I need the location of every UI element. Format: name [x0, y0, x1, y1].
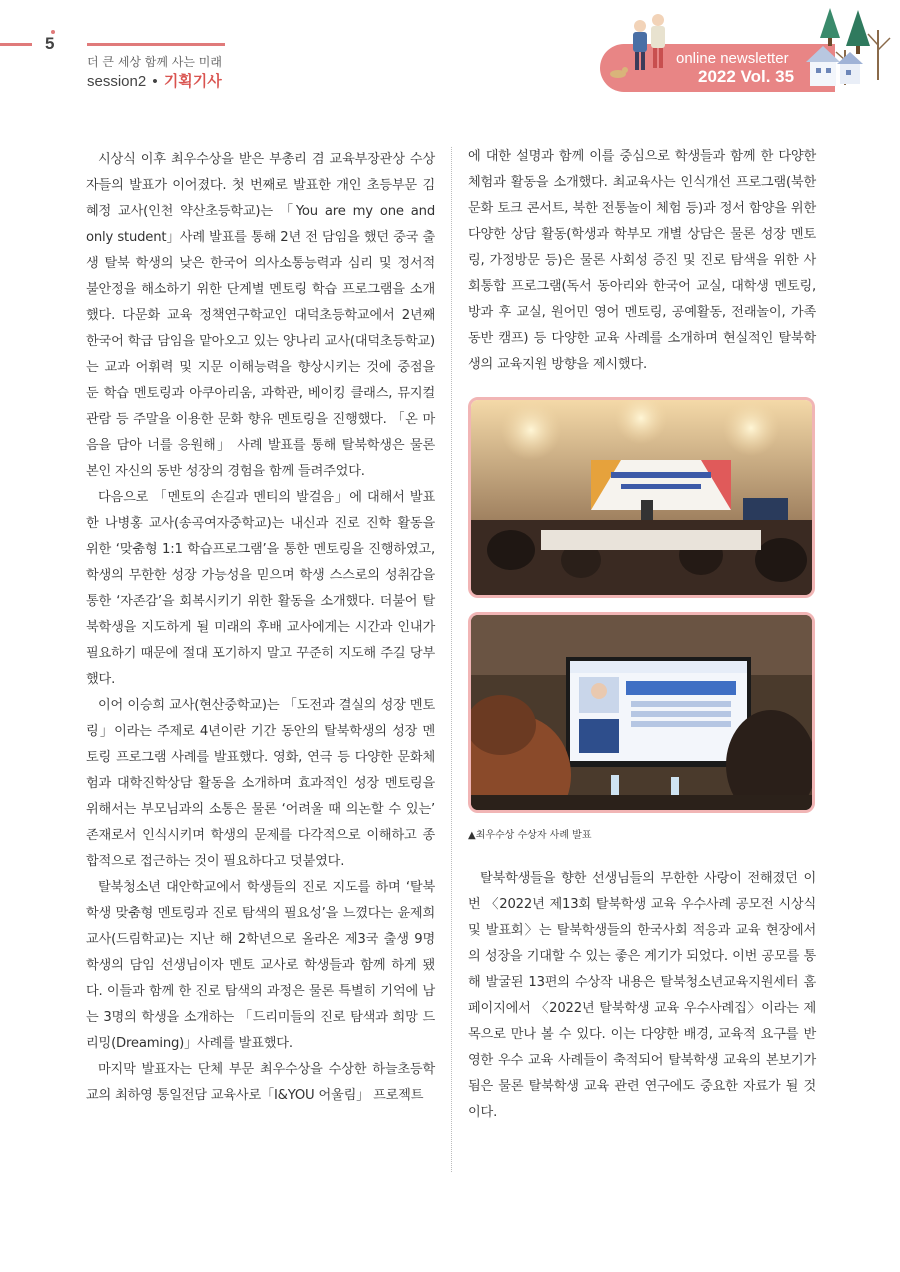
session-label — [87, 70, 222, 91]
newsletter-volume: 2022 Vol. 35 — [698, 67, 795, 86]
page-number: 5 — [45, 34, 55, 53]
people-icon — [633, 14, 665, 70]
paragraph: 탈북청소년 대안학교에서 학생들의 진로 지도를 하며 ‘탈북학생 맞춤형 멘토링과 진로 탐색의 필요성’을 느꼈다는 윤제희 교사(드림학교)는 지난 해 2학년으로 올라온 제3국 출생 9명 학생의 담임 선생님이자 멘토 교사로 학생들과 함께 하게 됐다. 이들과 함께 한 진로 탐색의 과정은 물론 특별히 기억에 남는 3명의 학생을 소개하는 「드리미들의 진로 탐색과 희망 드리밍(Dreaming)」사례를 발표했다. — [86, 880, 435, 1051]
presentation-screen-image — [471, 615, 812, 810]
paragraph: 이어 이승희 교사(현산중학교)는 「도전과 결실의 성장 멘토링」이라는 주제로 4년이란 기간 동안의 탈북학생의 성장 멘토링 프로그램 사례를 발표했다. 영화, 연극 등 다양한 문화체험과 대학진학상담 활동을 소개하며 효과적인 성장 멘토링을 위해서는 부모님과의 소통은 물론 ‘어려울 때 의논할 수 있는’ 존재로서 인식시키며 학생의 문제를 다각적으로 이해하고 종합적으로 접근하는 것이 필요하다고 덧붙였다. — [86, 698, 435, 869]
paragraph: 마지막 발표자는 단체 부문 최우수상을 수상한 하늘초등학교의 최하영 통일전담 교육사로「I&YOU 어울림」 프로젝트 — [86, 1062, 435, 1103]
paragraph: 시상식 이후 최우수상을 받은 부총리 겸 교육부장관상 수상자들의 발표가 이어졌다. 첫 번째로 발표한 개인 초등부문 김혜정 교사(인천 약산초등학교)는 「You are my one and only student」사례 발표를 통해 2년 전 담임을 했던 중국 출생 탈북 학생의 낮은 한국어 의사소통능력과 심리 및 정서적 불안정을 해소하기 위한 단계별 멘토링 학습 프로그램을 소개했다. 다문화 교육 정책연구학교인 대덕초등학교에서 2년째 한국어 학급 담임을 맡아오고 있는 양나리 교사(대덕초등학교)는 교과 어휘력 및 지문 이해능력을 향상시키는 것에 중점을 둔 학습 멘토링과 아쿠아리움, 과학관, 베이킹 클래스, 뮤지컬 관람 등 주말을 이용한 문화 향유 멘토링을 진행했다. 「온 마음을 담아 너를 응원해」 사례 발표를 통해 탈북학생은 물론 본인 자신의 동반 성장의 경험을 함께 들려주었다. — [86, 152, 435, 479]
pine-tree-icon — [820, 8, 840, 38]
paragraph: 탈북학생들을 향한 선생님들의 무한한 사랑이 전해졌던 이번 〈2022년 제13회 탈북학생 교육 우수사례 공모전 시상식 및 발표회〉는 탈북학생들의 한국사회 적응과 교육 현장에서의 성장을 기대할 수 있는 좋은 계기가 되었다. 이번 공모를 통해 발굴된 13편의 수상작 내용은 탈북청소년교육지원세터 홈페이지에서 〈2022년 탈북학생 교육 우수사례집〉이라는 제목으로 만나 볼 수 있다. 이는 다양한 배경, 교육적 요구를 반영한 우수 교육 사례들이 축적되어 탈북학생 교육의 본보기가 됨은 물론 탈북학생 교육 관련 연구에도 중요한 자료가 될 것이다. — [468, 871, 816, 1120]
header-accent-line — [0, 43, 32, 46]
dog-icon — [610, 67, 628, 78]
paragraph: 에 대한 설명과 함께 이를 중심으로 학생들과 함께 한 다양한 체험과 활동을 소개했다. 최교육사는 인식개선 프로그램(북한문화 토크 콘서트, 북한 전통놀이 체험 등)과 정서 함양을 위한 다양한 상담 활동(학생과 학부모 개별 상담은 물론 성장 멘토링, 가정방문 등)은 물론 사회성 증진 및 진로 탐색을 위한 사회통합 프로그램(독서 동아리와 한국어 교실, 대학생 멘토링, 방과 후 교실, 원어민 영어 멘토링, 공예활동, 전래놀이, 가족 동반 캠프) 등 다양한 교육 사례를 소개하며 현실적인 탈북학생의 교육지원 방향을 제시했다. — [468, 149, 816, 372]
right-column-top — [468, 144, 816, 378]
session-name: session2 — [87, 73, 147, 90]
pine-tree-icon — [846, 10, 870, 46]
left-column — [86, 147, 435, 1109]
event-photo-hall — [468, 397, 815, 598]
photo-caption: ▲최우수상 수상자 사례 발표 — [468, 830, 592, 841]
paragraph: 다음으로 「멘토의 손길과 멘티의 발걸음」에 대해서 발표한 나병홍 교사(송곡여자중학교)는 내신과 진로 진학 활동을 위한 ‘맞춤형 1:1 학습프로그램’을 통한 멘토링을 진행하였고, 학생의 무한한 성장 가능성을 믿으며 학생 스스로의 성취감을 통한 ‘자존감’을 회복시키기 위한 활동을 소개했다. 더불어 탈북학생을 지도하게 될 미래의 후배 교사에게는 시간과 인내가 필요하기 때문에 절대 포기하지 말고 꾸준히 지도해 주길 당부했다. — [86, 490, 435, 687]
event-photo-screen — [468, 612, 815, 813]
newsletter-title: online newsletter — [676, 50, 789, 67]
right-column-bottom — [468, 866, 816, 1126]
conference-hall-image — [471, 400, 812, 595]
house-icon — [806, 46, 840, 86]
session-bullet: • — [152, 73, 158, 90]
column-divider — [451, 147, 452, 1172]
section-accent-bar — [87, 43, 225, 46]
feature-label: 기획기사 — [163, 73, 222, 90]
header-tagline: 더 큰 세상 함께 사는 미래 — [87, 55, 222, 69]
